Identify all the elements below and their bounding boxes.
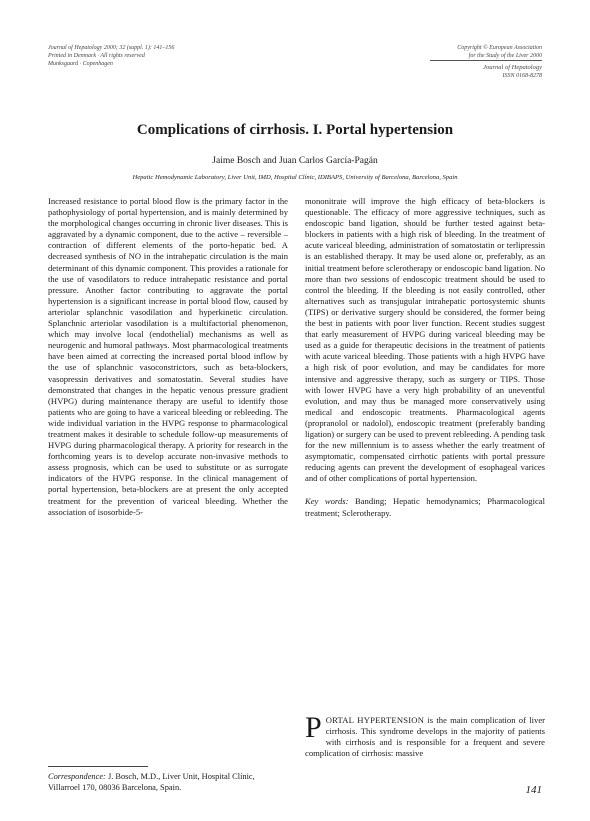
journal-name: Journal of Hepatology — [483, 64, 542, 71]
intro-text: is the main complication of liver cirrhosis. This syndrome develops in the majority of patients with cirrhosis and is responsible for a frequent and severe complication of cirrhosis: massive — [305, 715, 545, 759]
copyright-block — [457, 44, 542, 80]
page-number: 141 — [525, 784, 542, 796]
keywords-label: Key words: — [305, 496, 349, 507]
drop-cap: P — [305, 711, 322, 744]
keywords — [305, 496, 545, 518]
abstract-right-column — [305, 196, 545, 519]
introduction — [305, 711, 545, 759]
abstract-text: mononitrate will improve the high efficacy of beta-blockers is questionable. The efficacy of more aggressive techniques, such as endoscopic band ligation, should be further tested against beta-blockers in patients with a high risk of bleeding. In the treatment of acute variceal bleeding, administration of somatostatin or terlipressin is an established therapy. It may be used alone or, preferably, as an initial treatment before sclerotherapy or endoscopic band ligation. No more than two sessions of endoscopic treatment should be used to control the bleeding. If the bleeding is not easily controlled, other alternatives such as transjugular intrahepatic portosystemic shunts (TIPS) or derivative surgery should be considered, the former being the best in patients with poor liver function. Recent studies suggest that early measurement of HVPG during variceal bleeding may be used as a guide for therapeutic decisions in the treatment of patients with acute variceal bleeding. Those patients with a high HVPG have a high risk of poor evolution, and may be candidates for more intensive and aggressive therapy, such as surgery or TIPS. Those with lower HVPG have a very high probability of an uneventful evolution, and may thus be managed more conservatively using medical and endoscopic treatments. Pharmacological agents (propranolol or nadolol), endoscopic treatment (preferably banding ligation) or surgery can be used to prevent rebleeding. A pending task for the new millennium is to assess whether the early treatment of asymptomatic, compensated cirrhotic patients with portal pressure reducing agents can prevent the development of esophageal varices and of other complications of portal hypertension. — [305, 196, 545, 484]
issn: ISSN 0168-8278 — [502, 73, 542, 79]
citation-line: Journal of Hepatology 2000; 32 (suppl. 1): 141–156 — [48, 45, 175, 51]
keywords-text: Banding; Hepatic hemodynamics; Pharmacological treatment; Sclerotherapy. — [305, 496, 545, 518]
correspondence-footnote — [48, 771, 288, 793]
copyright-line: Copyright © European Association — [457, 45, 542, 51]
footnote-label: Correspondence: — [48, 772, 106, 781]
footnote-text: J. Bosch, M.D., Liver Unit, Hospital Clínic, Villarroel 170, 08036 Barcelona, Spain. — [48, 772, 255, 792]
copyright-line: for the Study of the Liver 2000 — [468, 53, 542, 59]
citation-line: Munksgaard · Copenhagen — [48, 61, 113, 67]
abstract-left-column — [48, 196, 288, 518]
journal-citation — [48, 44, 174, 68]
abstract-text: Increased resistance to portal blood flow is the primary factor in the pathophysiology of portal hypertension, and is mainly determined by the morphological changes occurring in chronic liver diseases. This is aggravated by a dynamic component, due to the active – reversible – contraction of different elements of the porto-hepatic bed. A decreased synthesis of NO in the intrahepatic circulation is the main determinant of this dynamic component. This provides a rationale for the use of vasodilators to reduce intrahepatic resistance and portal pressure. Another factor contributing to aggravate the portal hypertension is a significant increase in portal blood flow, caused by arteriolar splanchnic vasodilation and hyperkinetic circulation. Splanchnic arteriolar vasodilation is a multifactorial phenomenon, which may involve local (endothelial) mechanisms as well as neurogenic and humoral pathways. Most pharmacological treatments have been aimed at correcting the increased portal blood inflow by the use of splanchnic vasoconstrictors, such as beta-blockers, vasopressin derivatives and somatostatin. Several studies have demonstrated that changes in the hepatic venous pressure gradient (HVPG) during maintenance therapy are useful to identify those patients who are going to have a variceal bleeding or rebleeding. The wide individual variation in the HVPG response to pharmacological treatment makes it desirable to schedule follow-up measurements of HVPG during pharmacological therapy. A priority for research in the forthcoming years is to develop accurate non-invasive methods to assess prognosis, which can be used to substitute or as surrogate indicators of the HVPG response. In the clinical management of portal hypertension, beta-blockers are at present the only accepted treatment for the prevention of variceal bleeding. Whether the association of isosorbide-5- — [48, 196, 288, 517]
citation-line: Printed in Denmark · All rights reserved — [48, 53, 145, 59]
header-divider — [430, 60, 542, 61]
authors: Jaime Bosch and Juan Carlos García-Pagán — [212, 156, 378, 166]
footnote-divider — [48, 766, 148, 767]
affiliation: Hepatic Hemodynamic Laboratory, Liver Unit, IMD, Hospital Clínic, IDIBAPS, University of Barcelona, Barcelona, Spain — [132, 174, 458, 181]
intro-smallcaps: ORTAL HYPERTENSION — [325, 715, 425, 725]
article-title: Complications of cirrhosis. I. Portal hypertension — [136, 122, 454, 138]
